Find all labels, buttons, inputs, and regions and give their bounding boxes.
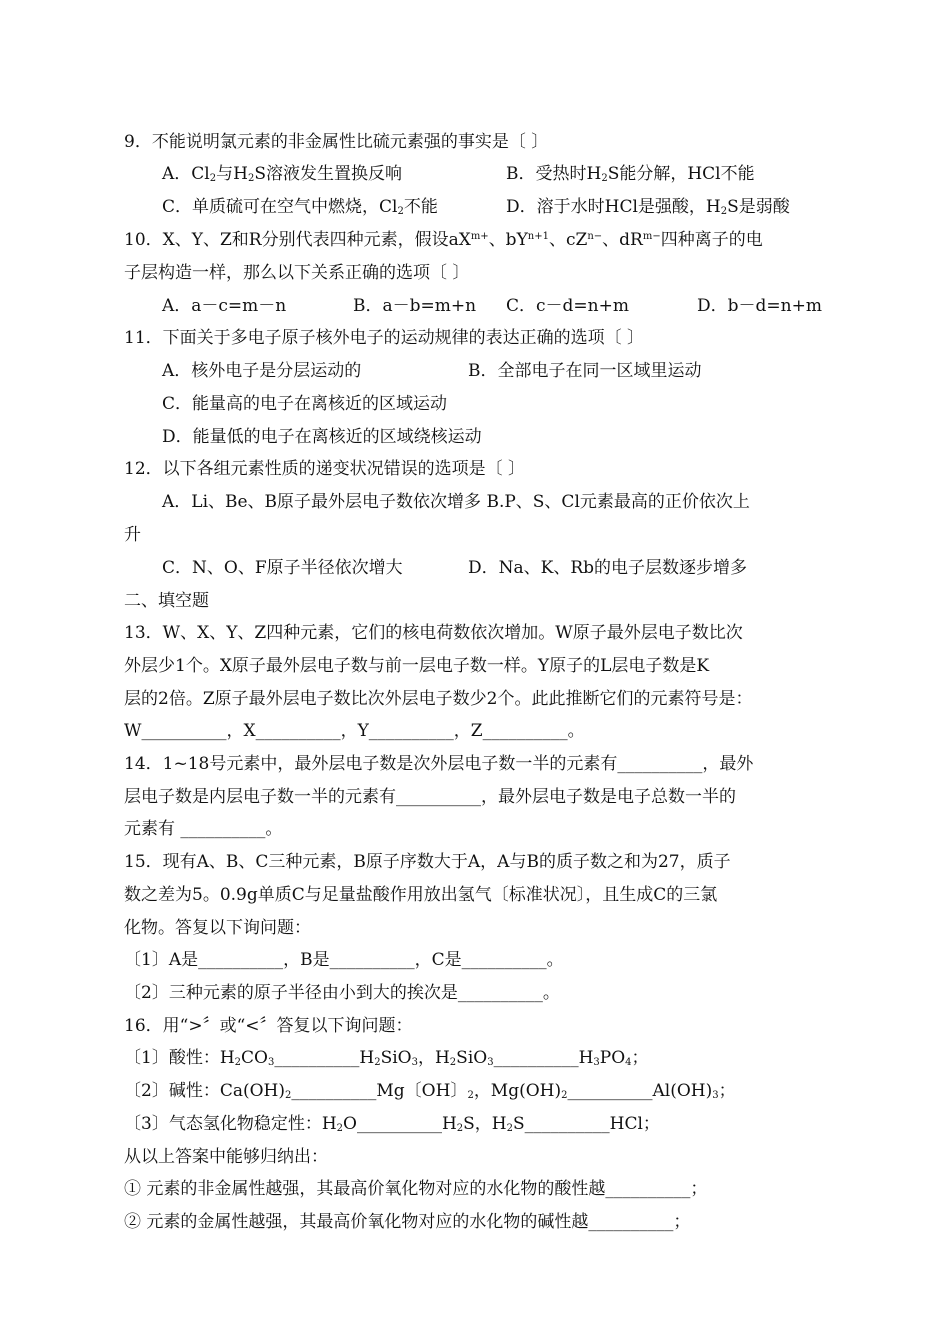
- q15-part-1: 〔1〕A是__________，B是__________，C是__________。: [124, 950, 564, 970]
- q13-line-3: 层的2倍。Z原子最外层电子数比次外层电子数少2个。此此推断它们的元素符号是：: [124, 689, 753, 709]
- q16-conclusion-intro: 从以上答案中能够归纳出：: [124, 1147, 328, 1167]
- q15-line-1: 15．现有A、B、C三种元素，B原子序数大于A，A与B的质子数之和为27，质子: [124, 852, 731, 872]
- q11-option-c: C．能量高的电子在离核近的区域运动: [162, 394, 448, 414]
- q9-option-c: C．单质硫可在空气中燃烧，$Cl_2$不能: [162, 197, 438, 217]
- q13-line-1: 13．W、X、Y、Z四种元素，它们的核电荷数依次增加。W原子最外层电子数比次: [124, 623, 743, 643]
- q16-part-1: 〔1〕酸性：$H_2CO_3\_\_\_\_\_\_\_\_\_\_H_2SiO_3$，$H_2SiO_3\_\_\_\_\_\_\_\_\_\_H_3PO_4$；: [124, 1048, 649, 1068]
- q15-part-2: 〔2〕三种元素的原子半径由小到大的挨次是__________。: [124, 983, 560, 1003]
- q11-option-d: D．能量低的电子在离核近的区域绕核运动: [162, 427, 482, 447]
- q13-answer-line: W__________，X__________，Y__________，Z__________。: [124, 721, 585, 741]
- q16-conclusion-1: ① 元素的非金属性越强，其最高价氧化物对应的水化物的酸性越__________；: [124, 1179, 708, 1199]
- q10-option-d: D．b－d=n+m: [697, 296, 822, 316]
- q9-option-d: D．溶于水时HCl是强酸，$H_2S$是弱酸: [506, 197, 790, 217]
- q12-option-ab-continued: 升: [124, 525, 141, 545]
- q14-line-3: 元素有 __________。: [124, 819, 283, 839]
- section-heading: 二、填空题: [124, 591, 209, 611]
- q15-line-3: 化物。答复以下询问题：: [124, 918, 311, 938]
- q16-part-3: 〔3〕气态氢化物稳定性：$H_2O\_\_\_\_\_\_\_\_\_\_H_2S$，$H_2S\_\_\_\_\_\_\_\_\_\_HCl$；: [124, 1114, 660, 1134]
- q13-line-2: 外层少1个。X原子最外层电子数与前一层电子数一样。Y原子的L层电子数是K: [124, 656, 710, 676]
- q12-stem: 12．以下各组元素性质的递变状况错误的选项是〔 〕: [124, 459, 526, 479]
- q10-stem-continued: 子层构造一样，那么以下关系正确的选项〔 〕: [124, 263, 470, 283]
- q10-option-b: B．a－b=m+n: [353, 296, 477, 316]
- q10-stem: 10．X、Y、Z和R分别代表四种元素，假设$aX^{m+}$、$bY^{n+1}$、$cZ^{n-}$、$dR^{m-}$四种离子的电: [124, 230, 763, 250]
- q16-conclusion-2: ② 元素的金属性越强，其最高价氧化物对应的水化物的碱性越__________；: [124, 1212, 691, 1232]
- q11-stem: 11．下面关于多电子原子核外电子的运动规律的表达正确的选项〔 〕: [124, 328, 645, 348]
- q12-option-ab: A．Li、Be、B原子最外层电子数依次增多 B.P、S、Cl元素最高的正价依次上: [162, 492, 750, 512]
- q12-option-c: C．N、O、F原子半径依次增大: [162, 558, 403, 578]
- q9-stem: 9．不能说明氯元素的非金属性比硫元素强的事实是〔 〕: [124, 132, 549, 152]
- q11-option-b: B．全部电子在同一区域里运动: [468, 361, 702, 381]
- q14-line-1: 14．1~18号元素中，最外层电子数是次外层电子数一半的元素有__________，最外: [124, 754, 754, 774]
- q14-line-2: 层电子数是内层电子数一半的元素有__________，最外层电子数是电子总数一半的: [124, 787, 736, 807]
- q12-option-d: D．Na、K、Rb的电子层数逐步增多: [468, 558, 748, 578]
- q11-option-a: A．核外电子是分层运动的: [162, 361, 362, 381]
- q16-stem: 16．用“>〞或“<〞答复以下询问题：: [124, 1016, 413, 1036]
- q10-option-a: A．a－c=m－n: [162, 296, 287, 316]
- q15-line-2: 数之差为5。0.9g单质C与足量盐酸作用放出氢气〔标准状况〕，且生成C的三氯: [124, 885, 718, 905]
- q9-option-b: B．受热时$H_2S$能分解，HCl不能: [506, 164, 755, 184]
- q10-option-c: C．c－d=n+m: [506, 296, 629, 316]
- q9-option-a: A．$Cl_2$与$H_2S$溶液发生置换反响: [162, 164, 402, 184]
- q16-part-2: 〔2〕碱性：$Ca(OH)_2\_\_\_\_\_\_\_\_\_\_Mg$〔OH〕$_2$，$Mg(OH)_2\_\_\_\_\_\_\_\_\_\_Al(OH)_3$；: [124, 1081, 736, 1101]
